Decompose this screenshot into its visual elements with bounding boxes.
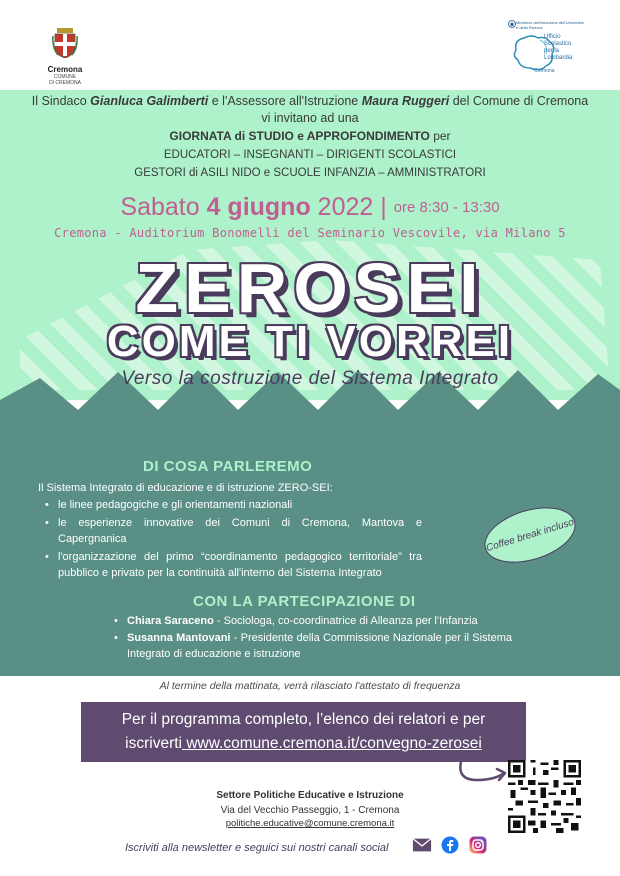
ufficio-scolastico-logo xyxy=(508,20,598,80)
title-subtitle: Verso la costruzione del Sistema Integrato xyxy=(121,368,499,389)
speakers-heading: CON LA PARTECIPAZIONE DI xyxy=(193,593,416,610)
date-day-month: 4 giugno xyxy=(206,193,311,221)
speaker-role: - Presidente della Commissione Nazionale per il Sistema Integrato di educazione e istruzione xyxy=(127,632,512,660)
date-separator: | xyxy=(373,193,394,221)
speaker-name: Susanna Mantovani xyxy=(127,632,231,644)
event-kind-suffix: per xyxy=(429,129,451,143)
speaker-item xyxy=(127,613,512,629)
event-date xyxy=(0,193,620,222)
cta-line2-text: iscriverti xyxy=(125,735,183,752)
event-place: Cremona - Auditorium Bonomelli del Seminario Vescovile, via Milano 5 xyxy=(54,226,566,240)
event-kind xyxy=(0,129,620,143)
office-line4: Lombardia xyxy=(544,55,573,61)
topics-intro: Il Sistema Integrato di educazione e di istruzione ZERO-SEI: xyxy=(38,482,333,494)
audience-line2: GESTORI di ASILI NIDO e SCUOLE INFANZIA – AMMINISTRATORI xyxy=(134,167,486,179)
speaker-name: Chiara Saraceno xyxy=(127,615,214,627)
office-label xyxy=(544,34,594,62)
instagram-icon[interactable] xyxy=(468,836,488,854)
newsletter-text: Iscriviti alla newsletter e seguici sui nostri canali social xyxy=(125,842,389,854)
audience-line1: EDUCATORI – INSEGNANTI – DIRIGENTI SCOLASTICI xyxy=(163,149,457,161)
logo-sub2: DI CREMONA xyxy=(49,80,81,86)
invite-pre: Il Sindaco xyxy=(31,94,91,108)
office-line1: Ufficio xyxy=(544,34,561,40)
office-city: Cremona xyxy=(534,68,555,74)
title-main: ZEROSEI xyxy=(135,249,485,327)
registration-link[interactable]: www.comune.cremona.it/convegno-zerosei xyxy=(182,735,482,752)
invitation-line2: vi invitano ad una xyxy=(261,111,359,125)
topics-list xyxy=(58,497,422,583)
invite-mid: e l'Assessore all'Istruzione xyxy=(208,94,362,108)
curved-arrow-icon xyxy=(455,758,509,788)
invitation-line1 xyxy=(0,93,620,110)
ministry-name: Ministero dell'Istruzione dell'Università e della Ricerca xyxy=(516,20,584,30)
program-cta-box xyxy=(81,702,526,762)
cta-line1: Per il programma completo, l’elenco dei relatori e per xyxy=(121,711,486,728)
social-links xyxy=(412,836,488,854)
ministry-emblem-icon xyxy=(508,20,516,28)
invitation-text xyxy=(0,93,620,127)
mayor-name: Gianluca Galimberti xyxy=(90,94,209,108)
assessor-name: Maura Ruggeri xyxy=(361,94,450,108)
speaker-item xyxy=(127,630,512,662)
office-name: Settore Politiche Educative e Istruzione xyxy=(216,790,404,801)
office-line2: Scolastico xyxy=(544,41,572,47)
speaker-role: - Sociologa, co-coordinatrice di Alleanza per l'Infanzia xyxy=(213,615,478,627)
date-hours: ore 8:30 - 13:30 xyxy=(393,199,500,216)
office-email-link[interactable]: politiche.educative@comune.cremona.it xyxy=(225,818,395,829)
date-year: 2022 xyxy=(310,193,374,221)
office-line3: per la xyxy=(544,48,560,54)
topic-item: • l'organizzazione del primo “coordinamento pedagogico territoriale” tra pubblico e privato per la continuità all'interno del Sistema Integrato xyxy=(58,549,422,581)
attendance-note: Al termine della mattinata, verrà rilasciato l'attestato di frequenza xyxy=(159,680,461,692)
comune-cremona-logo xyxy=(40,28,90,86)
speakers-list xyxy=(127,613,512,663)
logo-name: Cremona xyxy=(47,65,83,74)
office-address: Via del Vecchio Passeggio, 1 - Cremona xyxy=(220,805,400,816)
logo-sub1: COMUNE xyxy=(53,74,77,80)
email-icon[interactable] xyxy=(412,836,432,854)
coat-of-arms-icon xyxy=(52,28,78,58)
invite-post: del Comune di Cremona xyxy=(449,94,589,108)
title-secondary: COME TI VORREI xyxy=(106,317,514,366)
header-band xyxy=(0,0,620,90)
date-weekday: Sabato xyxy=(120,193,207,221)
cta-line2 xyxy=(81,732,526,756)
event-kind-text: GIORNATA di STUDIO e APPROFONDIMENTO xyxy=(169,129,430,143)
topic-item: • le linee pedagogiche e gli orientamenti nazionali xyxy=(58,497,422,513)
coffee-break-badge: Coffee break incluso xyxy=(478,497,583,572)
topics-heading: DI COSA PARLEREMO xyxy=(143,458,313,475)
topic-item: • le esperienze innovative dei Comuni di Cremona, Mantova e Capergnanica xyxy=(58,515,422,547)
facebook-icon[interactable] xyxy=(440,836,460,854)
